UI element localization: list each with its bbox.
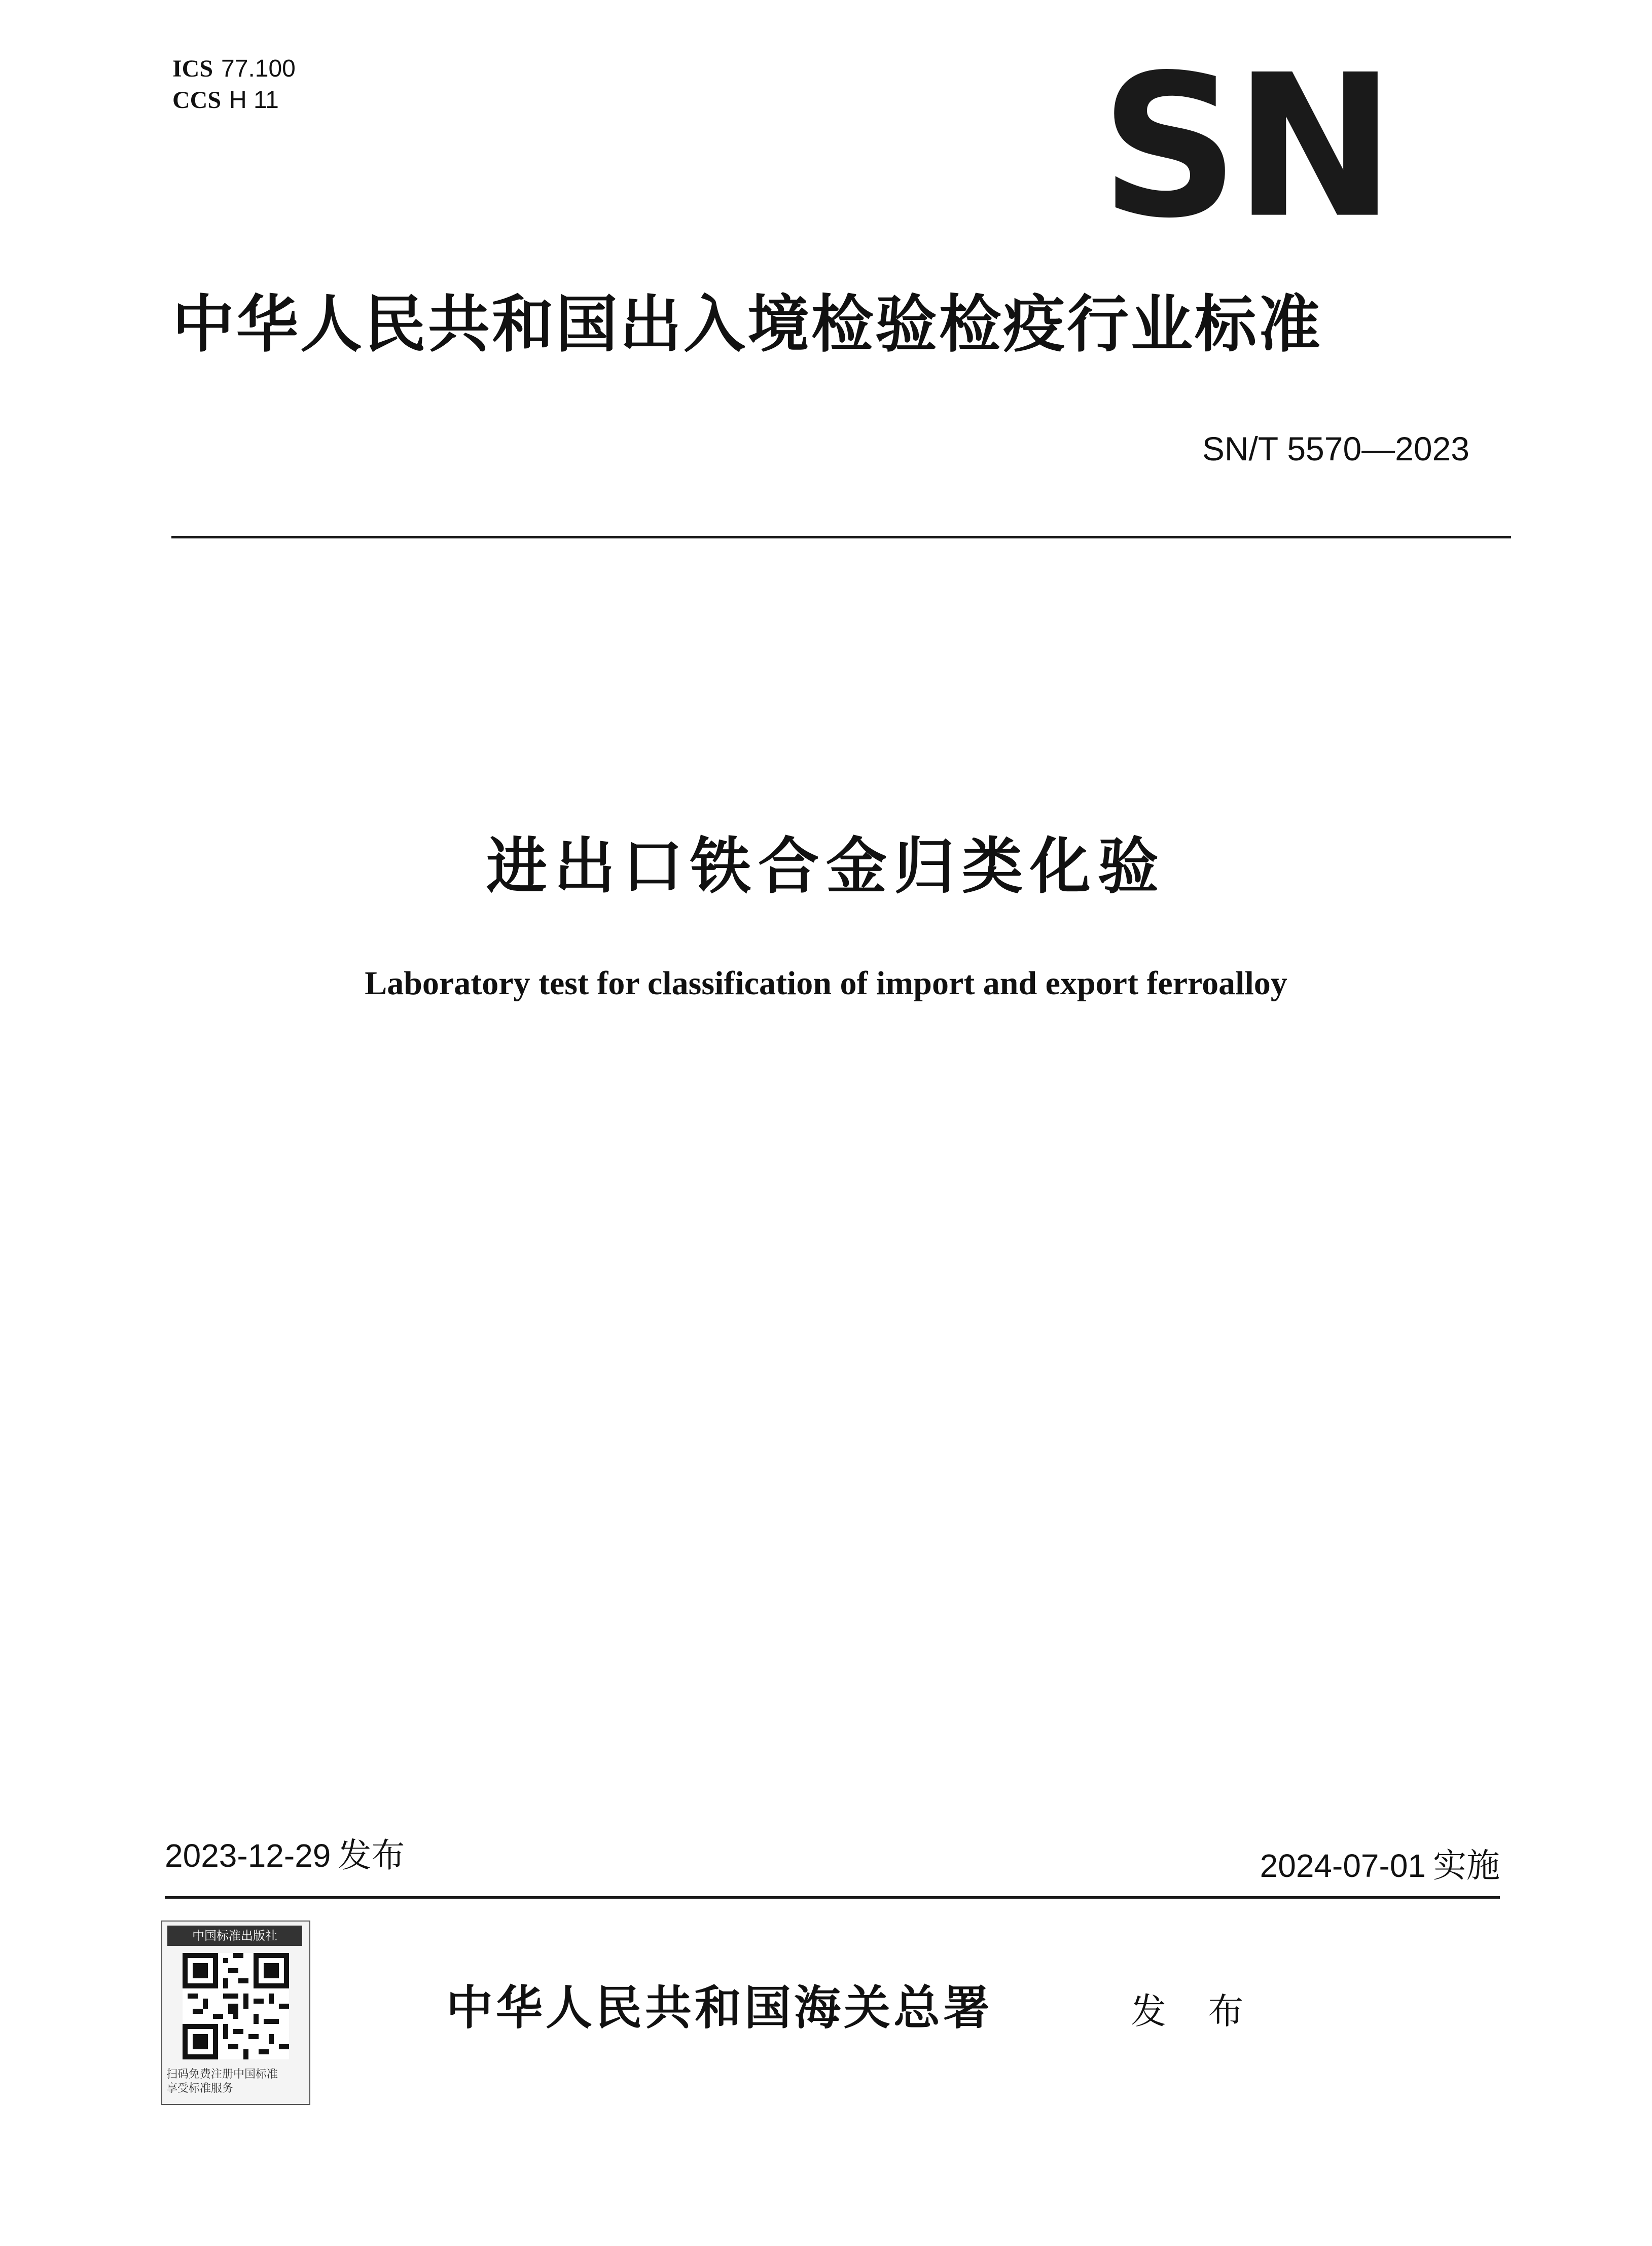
- ccs-row: [172, 85, 296, 116]
- qr-code-icon[interactable]: [183, 1953, 289, 2059]
- document-title-en: Laboratory test for classification of import and export ferroalloy: [365, 965, 1287, 1002]
- qr-caption-line-1: 扫码免费注册中国标准: [166, 2068, 278, 2081]
- qr-header: 中国标准出版社: [167, 1926, 302, 1946]
- qr-caption-line-2: 享受标准服务: [166, 2082, 234, 2095]
- issue-date-label: 发布: [338, 1836, 405, 1875]
- bottom-divider: [165, 1896, 1500, 1899]
- issue-date: [165, 1835, 405, 1876]
- classification-codes: [172, 53, 296, 116]
- ics-row: [172, 53, 296, 85]
- issue-date-value: 2023-12-29: [165, 1837, 331, 1874]
- qr-caption: [166, 2068, 306, 2096]
- ics-value: 77.100: [221, 55, 296, 82]
- implementation-date-label: 实施: [1433, 1846, 1500, 1885]
- publisher-name: 中华人民共和国海关总署: [446, 1980, 993, 2035]
- publisher-label: 发 布: [1131, 1990, 1259, 2032]
- top-divider: [171, 536, 1511, 538]
- implementation-date-value: 2024-07-01: [1260, 1847, 1426, 1884]
- qr-card[interactable]: [161, 1921, 310, 2105]
- ics-label: ICS: [172, 55, 213, 82]
- sn-logo: SN: [1100, 32, 1390, 262]
- document-title-cn: 进出口铁合金归类化验: [486, 831, 1166, 902]
- standard-number: SN/T 5570—2023: [1202, 430, 1469, 467]
- standard-category: 中华人民共和国出入境检验检疫行业标准: [172, 288, 1322, 360]
- ccs-label: CCS: [172, 87, 222, 114]
- implementation-date: [1260, 1845, 1500, 1886]
- ccs-value: H 11: [229, 87, 279, 114]
